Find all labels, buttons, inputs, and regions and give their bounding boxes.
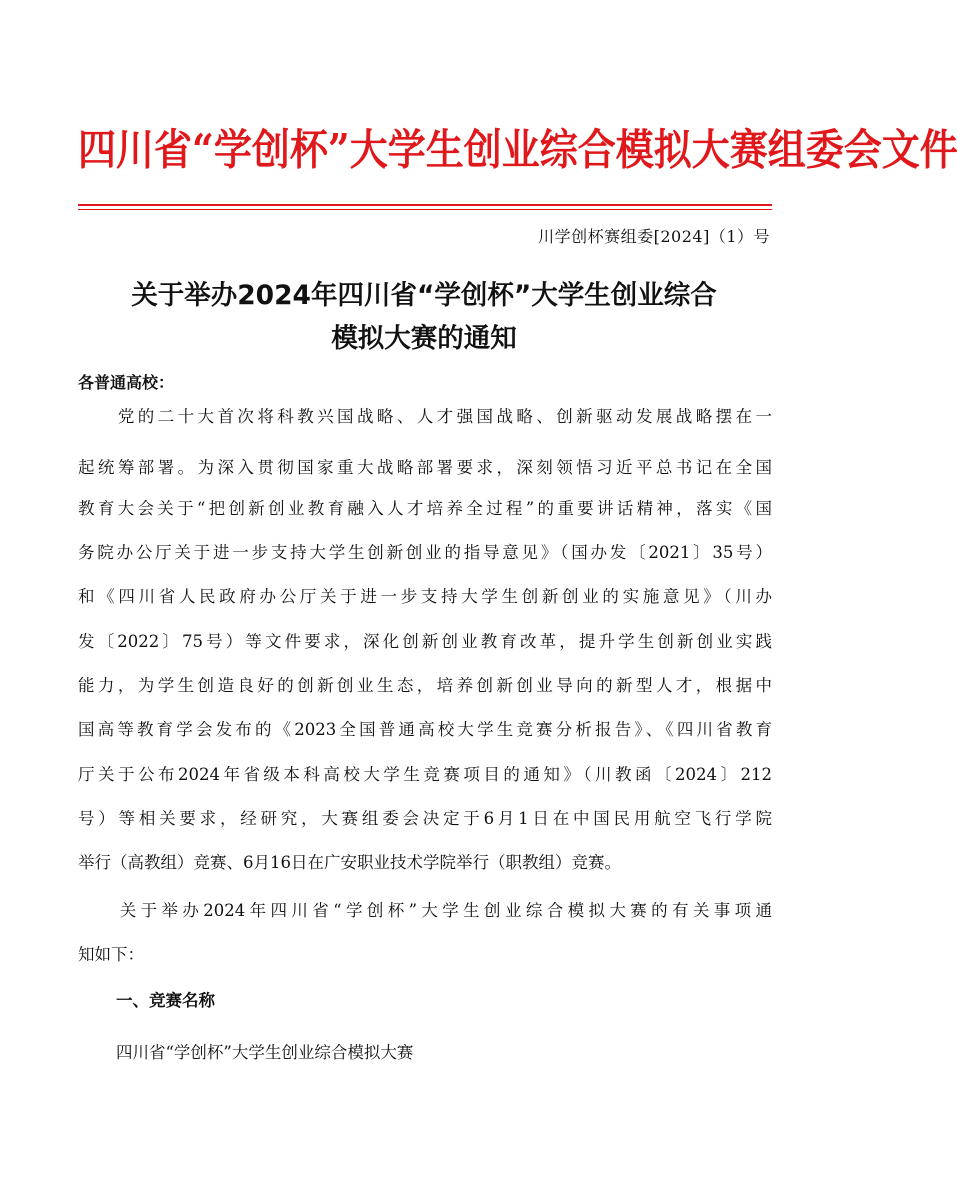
paragraph-line: 厅关于公布2024年省级本科高校大学生竞赛项目的通知》（川教函〔2024〕212 [78, 765, 772, 784]
section-body: 四川省“学创杯”大学生创业综合模拟大赛 [116, 1043, 414, 1062]
paragraph-line: 举行（高教组）竞赛、6月16日在广安职业技术学院举行（职教组）竞赛。 [78, 853, 621, 872]
document-number: 川学创杯赛组委[2024]（1）号 [538, 227, 770, 246]
section-heading: 一、竞赛名称 [116, 991, 215, 1010]
document-header-title: 四川省“学创杯”大学生创业综合模拟大赛组委会文件 [78, 124, 958, 175]
header-red-rule-thin [78, 209, 772, 210]
document-title-line-1: 关于举办2024年四川省“学创杯”大学生创业综合 [131, 280, 717, 311]
paragraph-line: 和《四川省人民政府办公厅关于进一步支持大学生创新创业的实施意见》（川办 [78, 587, 772, 606]
paragraph-line: 务院办公厅关于进一步支持大学生创新创业的指导意见》（国办发〔2021〕35号） [78, 543, 772, 562]
paragraph-line: 知如下： [78, 945, 144, 964]
addressee: 各普通高校： [78, 373, 175, 392]
paragraph-line: 关于举办2024年四川省“学创杯”大学生创业综合模拟大赛的有关事项通 [78, 901, 772, 920]
paragraph-line: 党的二十大首次将科教兴国战略、人才强国战略、创新驱动发展战略摆在一 [78, 407, 772, 426]
paragraph-line: 起统筹部署。为深入贯彻国家重大战略部署要求，深刻领悟习近平总书记在全国 [78, 458, 772, 477]
document-title [74, 274, 774, 360]
paragraph-line: 发〔2022〕75号）等文件要求，深化创新创业教育改革，提升学生创新创业实践 [78, 632, 772, 651]
paragraph-line: 能力，为学生创造良好的创新创业生态，培养创新创业导向的新型人才，根据中 [78, 676, 772, 695]
paragraph-line: 国高等教育学会发布的《2023全国普通高校大学生竞赛分析报告》、《四川省教育 [78, 720, 772, 739]
header-red-rule-thick [78, 204, 772, 206]
paragraph-line: 教育大会关于“把创新创业教育融入人才培养全过程”的重要讲话精神，落实《国 [78, 499, 772, 518]
paragraph-line: 号）等相关要求，经研究，大赛组委会决定于6月1日在中国民用航空飞行学院 [78, 809, 772, 828]
document-title-line-2: 模拟大赛的通知 [331, 323, 517, 354]
